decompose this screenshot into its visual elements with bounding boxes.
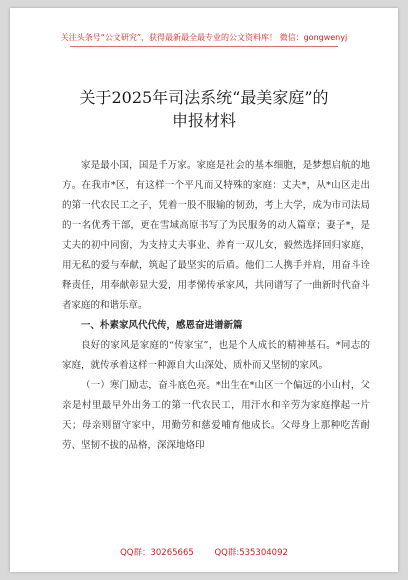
section-heading-1: 一、朴素家风代代传，感恩奋进谱新篇 <box>81 320 243 331</box>
title-line-1: 关于2025年司法系统“最美家庭”的 <box>79 88 329 107</box>
footer <box>10 546 398 558</box>
document-title <box>50 86 358 132</box>
footer-qq-group-2: QQ群:535304092 <box>214 548 288 558</box>
intro-paragraph: 家是最小国，国是千万家。家庭是社会的基本细胞，是梦想启航的地方。在我市*区，有这样一个平凡而又特殊的家庭：丈夫*，从*山区走出的第一代农民工之子，凭着一股不服输的韧劲，考上大学，成为市司法局的一名优秀干部，更在雪域高原书写了为民服务的动人篇章；妻子*，是丈夫的初中同窗，为支持丈夫事业、养育一双儿女，毅然选择回归家庭，用无私的爱与奉献，筑起了最坚实的后盾。他们二人携手并肩，用奋斗诠释责任，用奉献彰显大爱，用孝悌传承家风，共同谱写了一曲新时代奋斗者家庭的和谐乐章。 <box>62 160 370 311</box>
document-page <box>10 8 398 572</box>
header-divider <box>70 46 338 47</box>
section-1-paragraph-1: 良好的家风是家庭的“传家宝”，也是个人成长的精神基石。*同志的家庭，就传承着这样一种源自大山深处、质朴而又坚韧的家风。 <box>62 340 370 371</box>
section-1-paragraph-2: （一）寒门励志，奋斗底色亮。*出生在*山区一个偏远的小山村，父亲是村里最早外出务工的第一代农民工，用汗水和辛劳为家庭撑起一片天；母亲则留守家中，用勤劳和慈爱哺育他成长。父母身上那种吃苦耐劳、坚韧不拔的品格，深深地烙印 <box>62 380 370 451</box>
document-body <box>62 156 370 456</box>
footer-qq-group-1: QQ群：30265665 <box>120 548 194 558</box>
title-line-2: 申报材料 <box>171 111 236 130</box>
header-note: 关注头条号“公文研究”，获得最新最全最专业的公文资料库！ 微信：gongwenyj <box>60 33 348 42</box>
